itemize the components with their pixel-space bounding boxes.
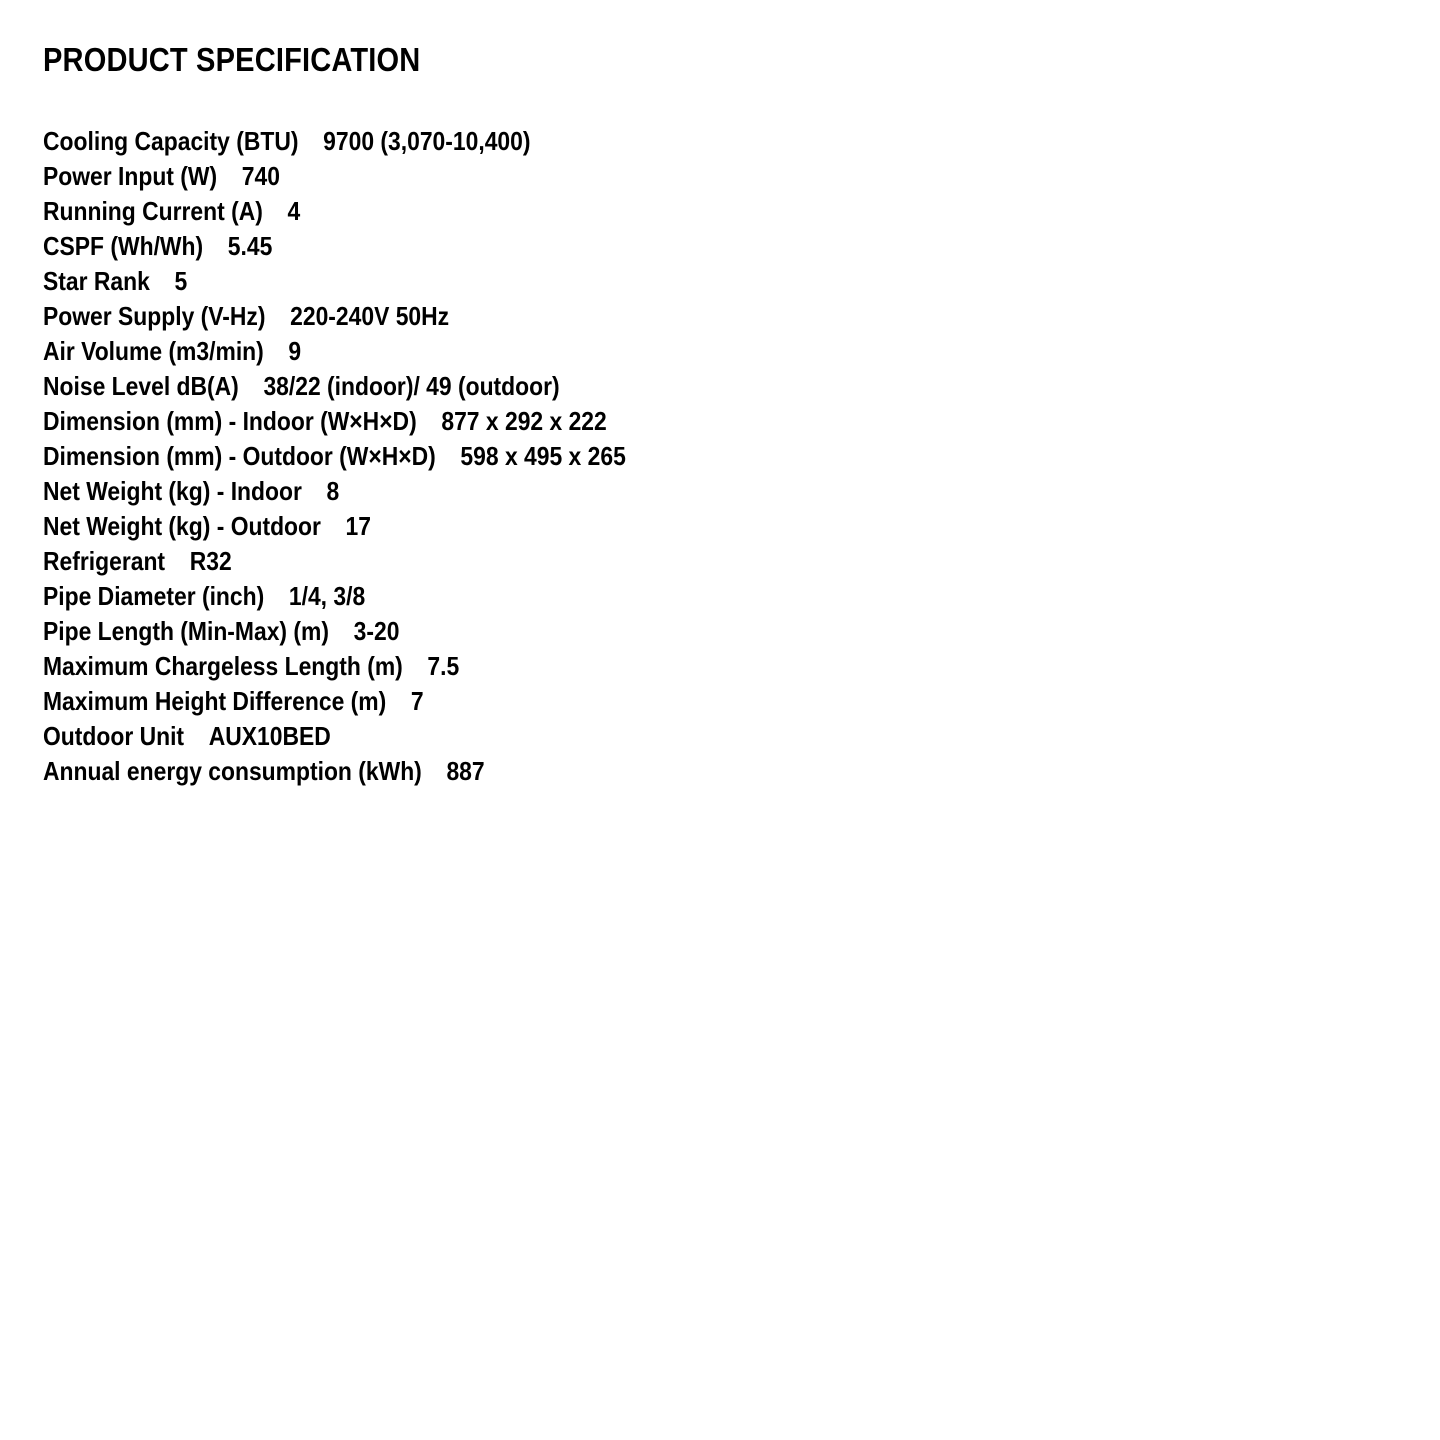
spec-row-cspf <box>43 229 626 264</box>
spec-row-pipe-length <box>43 614 626 649</box>
spec-value: 887 <box>446 756 485 786</box>
spec-value: 7.5 <box>427 651 460 681</box>
spec-label: Cooling Capacity (BTU) <box>43 126 299 156</box>
spec-value: 5.45 <box>227 231 273 261</box>
spec-value: 9 <box>288 336 302 366</box>
spec-row-dimension-outdoor <box>43 439 626 474</box>
spec-row-outdoor-unit <box>43 719 626 754</box>
spec-label: Pipe Diameter (inch) <box>43 581 265 611</box>
spec-value: 17 <box>345 511 372 541</box>
spec-row-max-height-difference <box>43 684 626 719</box>
spec-label: Power Supply (V-Hz) <box>43 301 266 331</box>
spec-label: Power Input (W) <box>43 161 218 191</box>
spec-row-dimension-indoor <box>43 404 626 439</box>
spec-value: 220-240V 50Hz <box>290 301 450 331</box>
spec-label: Net Weight (kg) - Indoor <box>43 476 302 506</box>
spec-list <box>43 124 705 789</box>
spec-label: Star Rank <box>43 266 150 296</box>
spec-value: 598 x 495 x 265 <box>460 441 626 471</box>
spec-value: 38/22 (indoor)/ 49 (outdoor) <box>263 371 560 401</box>
spec-value: 9700 (3,070-10,400) <box>323 126 531 156</box>
spec-row-max-chargeless-length <box>43 649 626 684</box>
spec-sheet <box>43 38 1403 786</box>
spec-value: AUX10BED <box>208 721 331 751</box>
spec-row-air-volume <box>43 334 626 369</box>
spec-label: Annual energy consumption (kWh) <box>43 756 422 786</box>
spec-label: Dimension (mm) - Outdoor (W×H×D) <box>43 441 436 471</box>
spec-row-running-current <box>43 194 626 229</box>
spec-row-pipe-diameter <box>43 579 626 614</box>
spec-label: Refrigerant <box>43 546 166 576</box>
spec-value: 877 x 292 x 222 <box>441 406 607 436</box>
spec-label: Net Weight (kg) - Outdoor <box>43 511 321 541</box>
spec-value: 3-20 <box>353 616 400 646</box>
spec-label: Dimension (mm) - Indoor (W×H×D) <box>43 406 417 436</box>
spec-label: Running Current (A) <box>43 196 263 226</box>
spec-row-annual-energy <box>43 754 626 789</box>
spec-value: 7 <box>410 686 424 716</box>
spec-row-power-supply <box>43 299 626 334</box>
spec-value: 5 <box>174 266 188 296</box>
spec-value: 1/4, 3/8 <box>288 581 366 611</box>
spec-value: 4 <box>287 196 301 226</box>
spec-row-net-weight-indoor <box>43 474 626 509</box>
spec-row-cooling-capacity <box>43 124 626 159</box>
spec-row-refrigerant <box>43 544 626 579</box>
spec-label: Maximum Height Difference (m) <box>43 686 387 716</box>
spec-value: 740 <box>241 161 280 191</box>
spec-row-noise-level <box>43 369 626 404</box>
spec-label: Noise Level dB(A) <box>43 371 239 401</box>
spec-label: Outdoor Unit <box>43 721 185 751</box>
spec-label: Maximum Chargeless Length (m) <box>43 651 403 681</box>
spec-label: CSPF (Wh/Wh) <box>43 231 204 261</box>
spec-row-star-rank <box>43 264 626 299</box>
spec-row-net-weight-outdoor <box>43 509 626 544</box>
page-title: PRODUCT SPECIFICATION <box>43 41 421 78</box>
spec-row-power-input <box>43 159 626 194</box>
spec-value: R32 <box>189 546 232 576</box>
spec-label: Pipe Length (Min-Max) (m) <box>43 616 329 646</box>
spec-value: 8 <box>326 476 340 506</box>
spec-label: Air Volume (m3/min) <box>43 336 264 366</box>
